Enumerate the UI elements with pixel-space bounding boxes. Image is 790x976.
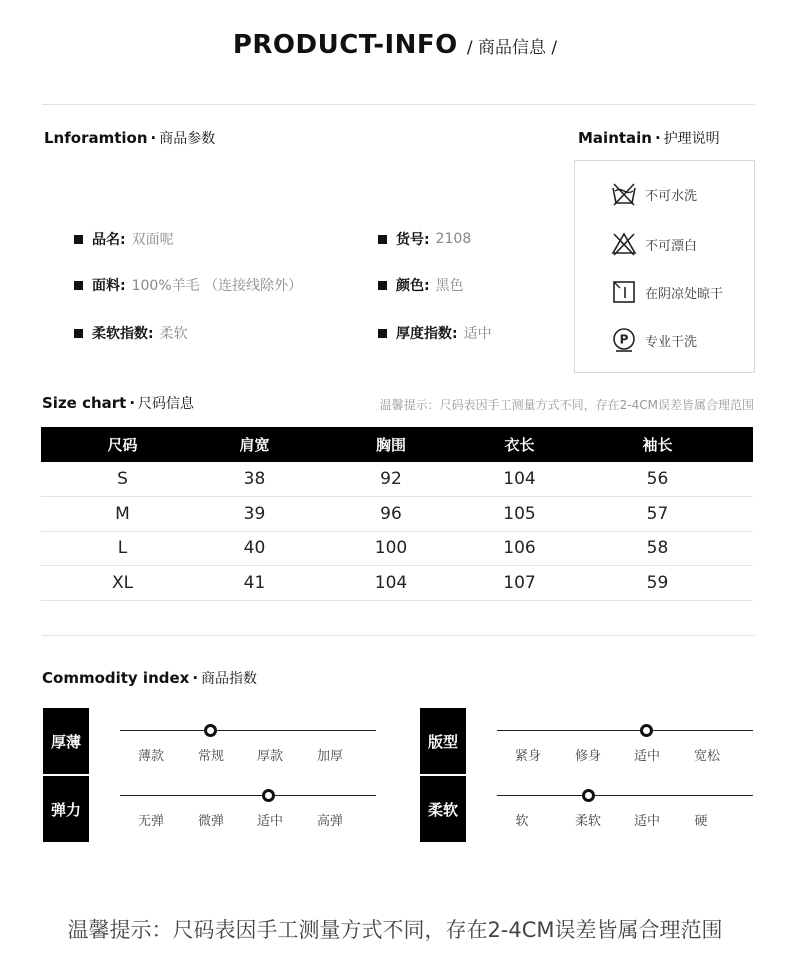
scale-track (497, 730, 753, 731)
scale-option: 适中 (256, 814, 284, 829)
scale-option: 柔软 (574, 814, 602, 829)
info-key: 颜色: (396, 278, 430, 294)
table-cell: L (41, 531, 204, 566)
care-item (611, 327, 697, 353)
info-value: 双面呢 (131, 232, 174, 248)
info-value: 黑色 (435, 278, 464, 294)
size-table (41, 427, 753, 601)
information-heading (44, 128, 215, 148)
size-chart-heading-cn: 尺码信息 (138, 396, 195, 412)
commodity-index-heading (42, 668, 257, 688)
information-heading-en: Lnforamtion (44, 129, 148, 147)
bullet-square-icon (74, 329, 83, 338)
dry-clean-icon (611, 327, 637, 353)
maintain-heading-cn: 护理说明 (663, 131, 720, 147)
table-row (41, 531, 753, 566)
information-heading-cn: 商品参数 (159, 131, 216, 147)
info-value: 柔软 (159, 326, 188, 342)
scale-option: 修身 (574, 749, 602, 764)
scale-option: 宽松 (693, 749, 721, 764)
info-value: 适中 (463, 326, 492, 342)
table-cell: 96 (305, 497, 477, 532)
info-value: 2108 (435, 231, 472, 247)
bullet-square-icon (378, 281, 387, 290)
heading-dot: · (192, 669, 199, 687)
care-label: 专业干洗 (645, 334, 698, 350)
scale-option: 硬 (694, 814, 708, 829)
bullet-square-icon (74, 235, 83, 244)
care-instructions-box (574, 160, 755, 373)
divider (42, 104, 755, 105)
scale-option: 紧身 (514, 749, 542, 764)
scale-track (497, 795, 753, 796)
table-cell: 92 (305, 462, 477, 497)
page-title (0, 30, 790, 60)
info-item-softness (74, 323, 188, 343)
svg-text:P: P (619, 332, 629, 347)
no-bleach-icon (611, 231, 637, 257)
index-label-elasticity: 弹力 (43, 776, 89, 842)
index-label-thickness: 厚薄 (43, 708, 89, 774)
bullet-square-icon (74, 281, 83, 290)
info-key: 货号: (396, 232, 430, 248)
info-item-sku (378, 229, 471, 249)
title-en: PRODUCT-INFO (232, 30, 458, 60)
table-cell: 41 (204, 566, 305, 601)
care-item (611, 279, 723, 305)
scale-marker-thickness (204, 724, 217, 737)
column-header: 尺码 (41, 427, 204, 462)
title-cn: / 商品信息 / (466, 38, 558, 58)
info-item-fabric (74, 275, 302, 295)
table-cell: 56 (562, 462, 753, 497)
shade-dry-icon (611, 279, 637, 305)
commodity-index-heading-en: Commodity index (42, 669, 190, 687)
size-chart-tip: 温馨提示：尺码表因手工测量方式不同，存在2-4CM误差皆属合理范围 (379, 398, 754, 412)
scale-option: 无弹 (137, 814, 165, 829)
info-key: 面料: (92, 278, 126, 294)
table-row (41, 462, 753, 497)
scale-option: 厚款 (256, 749, 284, 764)
info-key: 柔软指数: (92, 326, 154, 342)
info-item-name (74, 229, 174, 249)
scale-option: 适中 (633, 749, 661, 764)
bullet-square-icon (378, 235, 387, 244)
table-cell: 105 (477, 497, 562, 532)
info-key: 厚度指数: (396, 326, 458, 342)
scale-marker-fit (640, 724, 653, 737)
divider (42, 635, 755, 636)
care-label: 不可漂白 (645, 238, 698, 254)
table-cell: S (41, 462, 204, 497)
maintain-heading-en: Maintain (578, 129, 652, 147)
care-label: 不可水洗 (645, 188, 698, 204)
commodity-index-heading-cn: 商品指数 (201, 671, 258, 687)
care-label: 在阴凉处晾干 (645, 286, 724, 302)
table-cell: 40 (204, 531, 305, 566)
heading-dot: · (129, 394, 136, 412)
table-cell: 58 (562, 531, 753, 566)
column-header: 肩宽 (204, 427, 305, 462)
scale-option: 高弹 (316, 814, 344, 829)
index-label-fit: 版型 (420, 708, 466, 774)
table-cell: 104 (305, 566, 477, 601)
info-value: 100%羊毛 （连接线除外） (131, 278, 303, 294)
size-chart-heading-en: Size chart (42, 394, 127, 412)
footer-tip: 温馨提示：尺码表因手工测量方式不同，存在2-4CM误差皆属合理范围 (67, 918, 723, 942)
scale-option: 薄款 (137, 749, 165, 764)
bullet-square-icon (378, 329, 387, 338)
care-item (611, 231, 697, 257)
table-cell: M (41, 497, 204, 532)
scale-marker-softness (582, 789, 595, 802)
scale-option: 加厚 (316, 749, 344, 764)
table-cell: 100 (305, 531, 477, 566)
scale-option: 常规 (197, 749, 225, 764)
column-header: 衣长 (477, 427, 562, 462)
scale-track (120, 795, 376, 796)
table-cell: 104 (477, 462, 562, 497)
no-wash-icon (611, 181, 637, 207)
index-label-softness: 柔软 (420, 776, 466, 842)
scale-option: 微弹 (197, 814, 225, 829)
table-cell: 39 (204, 497, 305, 532)
column-header: 袖长 (562, 427, 753, 462)
table-cell: 59 (562, 566, 753, 601)
maintain-heading (578, 128, 720, 148)
info-key: 品名: (92, 232, 126, 248)
table-row (41, 497, 753, 532)
scale-track (120, 730, 376, 731)
heading-dot: · (150, 129, 157, 147)
care-item (611, 181, 697, 207)
heading-dot: · (654, 129, 661, 147)
table-cell: XL (41, 566, 204, 601)
table-cell: 57 (562, 497, 753, 532)
scale-option: 软 (515, 814, 529, 829)
scale-marker-elasticity (262, 789, 275, 802)
table-row (41, 566, 753, 601)
table-cell: 107 (477, 566, 562, 601)
table-header-row (41, 427, 753, 462)
info-item-thickness (378, 323, 492, 343)
size-chart-heading (42, 393, 194, 413)
info-item-color (378, 275, 464, 295)
scale-option: 适中 (633, 814, 661, 829)
table-cell: 106 (477, 531, 562, 566)
column-header: 胸围 (305, 427, 477, 462)
table-cell: 38 (204, 462, 305, 497)
